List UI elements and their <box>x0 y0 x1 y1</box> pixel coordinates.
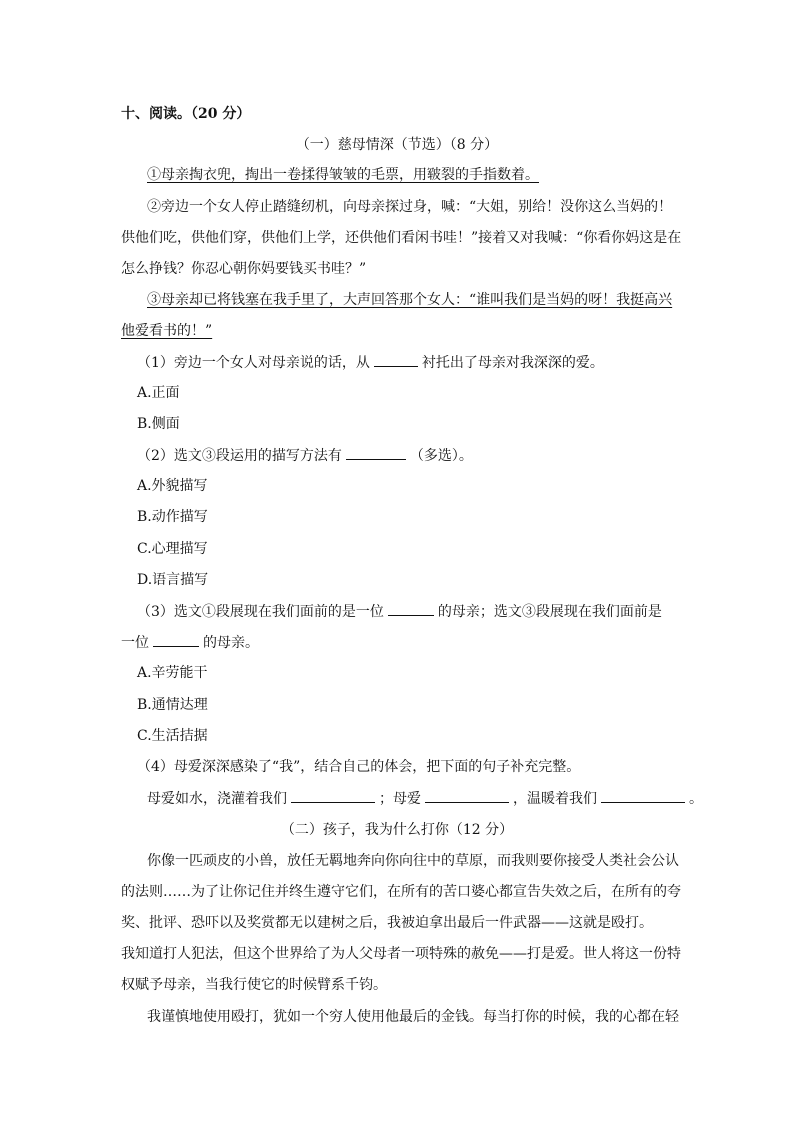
passage1-p2-line2: 供他们吃，供他们穿，供他们上学，还供他们看闲书哇！”接着又对我喊：“你看你妈这是在 <box>121 230 682 246</box>
passage2-line4: 我知道打人犯法，但这个世界给了为人父母者一项特殊的赦免——打是爱。世人将这一份特 <box>121 946 681 962</box>
question-1 <box>137 352 604 373</box>
option-item[interactable]: A.辛劳能干 <box>137 665 208 681</box>
question-3 <box>137 601 662 622</box>
option-item[interactable]: B.侧面 <box>137 416 180 432</box>
passage1-p2-line3: 怎么挣钱？你忍心朝你妈要钱买书哇？” <box>121 261 367 277</box>
question-4: （4）母爱深深感染了“我”，结合自己的体会，把下面的句子补充完整。 <box>137 759 581 775</box>
option-item[interactable]: C.心理描写 <box>137 541 208 557</box>
question-2 <box>137 445 473 466</box>
question-4-text-a: 母爱如水，浇灌着我们 <box>147 791 287 807</box>
question-4-text-d: 。 <box>689 791 703 807</box>
option-item[interactable]: D.语言描写 <box>137 572 209 588</box>
question-3-text-c: 一位 <box>121 635 149 651</box>
option-item[interactable]: A.正面 <box>137 385 180 401</box>
answer-blank[interactable] <box>425 788 509 803</box>
passage2-line6: 我谨慎地使用殴打，犹如一个穷人使用他最后的金钱。每当打你的时候，我的心都在轻 <box>147 1009 679 1025</box>
answer-blank[interactable] <box>153 632 199 647</box>
option-item[interactable]: C.生活拮据 <box>137 728 208 744</box>
question-4-text-b: ；母爱 <box>379 791 421 807</box>
passage1-p3-line1: ③母亲却已将钱塞在我手里了，大声回答那个女人：“谁叫我们是当妈的呀！我挺高兴 <box>147 292 673 308</box>
passage2-line1: 你像一匹顽皮的小兽，放任无羁地奔向你向往中的草原，而我则要你接受人类社会公认 <box>147 853 679 869</box>
question-3-continued <box>121 632 259 653</box>
passage2-line2: 的法则……为了让你记住并终生遵守它们，在所有的苦口婆心都宣告失效之后，在所有的夸 <box>121 884 681 900</box>
answer-blank[interactable] <box>601 788 685 803</box>
question-2-text-b: （多选）。 <box>409 448 473 464</box>
answer-blank[interactable] <box>346 445 406 460</box>
passage2-line3: 奖、批评、恐吓以及奖赏都无以建树之后，我被迫拿出最后一件武器——这就是殴打。 <box>121 915 653 931</box>
answer-blank[interactable] <box>291 788 375 803</box>
question-2-text-a: （2）选文③段运用的描写方法有 <box>137 448 342 464</box>
passage1-p2-line1: ②旁边一个女人停止踏缝纫机，向母亲探过身，喊：“大姐，别给！没你这么当妈的！ <box>147 199 673 215</box>
question-3-text-a: （3）选文①段展现在我们面前的是一位 <box>137 604 384 620</box>
passage1-title: （一）慈母情深（节选）（8 分） <box>295 137 499 153</box>
section-title: 十、阅读。（20 分） <box>121 106 251 122</box>
passage2-line5: 权赋予母亲，当我行使它的时候臂系千钧。 <box>121 977 387 993</box>
passage2-title: （二）孩子，我为什么打你（12 分） <box>280 822 514 838</box>
question-3-text-b: 的母亲；选文③段展现在我们面前是 <box>437 604 662 620</box>
question-1-text-a: （1）旁边一个女人对母亲说的话，从 <box>137 355 370 371</box>
question-3-text-d: 的母亲。 <box>203 635 259 651</box>
question-4-sentence <box>147 788 703 809</box>
option-item[interactable]: B.动作描写 <box>137 509 208 525</box>
passage1-p3-line2: 他爱看书的！” <box>121 323 213 339</box>
answer-blank[interactable] <box>388 601 434 616</box>
option-item[interactable]: A.外貌描写 <box>137 478 208 494</box>
option-item[interactable]: B.通情达理 <box>137 697 208 713</box>
question-4-text-c: ，温暖着我们 <box>513 791 597 807</box>
passage1-paragraph1: ①母亲掏衣兜，掏出一卷揉得皱皱的毛票，用皲裂的手指数着。 <box>147 167 539 183</box>
answer-blank[interactable] <box>374 352 418 367</box>
question-1-text-b: 衬托出了母亲对我深深的爱。 <box>421 355 604 371</box>
